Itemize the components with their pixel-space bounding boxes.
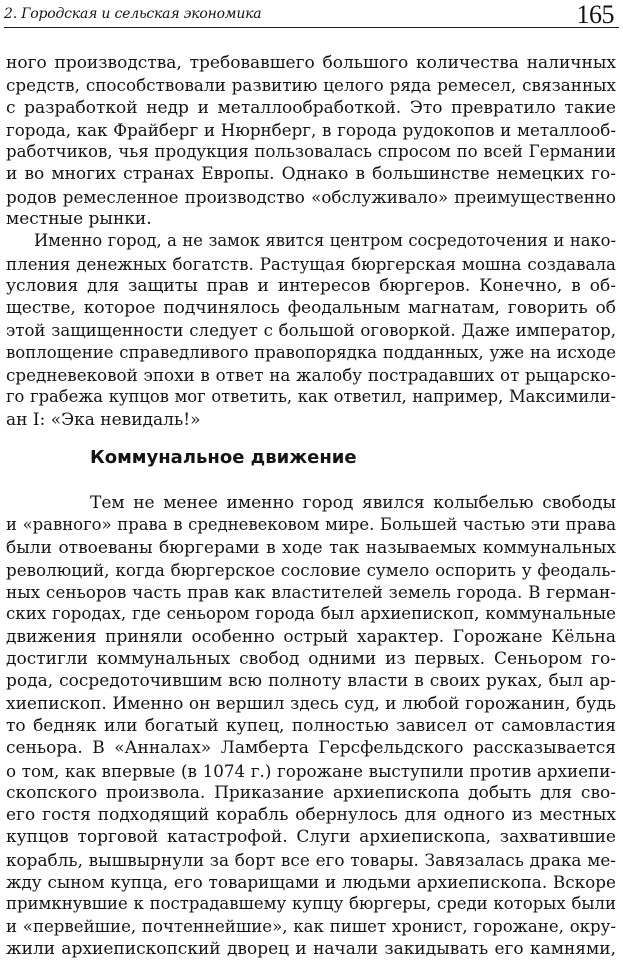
text-line: работчиков, чья продукция пользовалась спросом по всей Германии	[6, 142, 616, 162]
text-line: примкнувшие к пострадавшему купцу бюргеры, среди которых были	[6, 894, 616, 914]
text-line: условия для защиты прав и интересов бюргеров. Конечно, в об-	[6, 275, 616, 296]
text-line: о том, как впервые (в 1074 г.) горожане выступили против архиепи-	[6, 760, 616, 781]
text-line: революций, когда бюргерское сословие сумело оспорить у феодаль-	[6, 559, 616, 580]
text-line: с разработкой недр и металлообработкой. Это превратило такие	[6, 97, 616, 118]
text-line: его гостя подходящий корабль обернулось для одного из местных	[6, 805, 616, 826]
text-line: то бедняк или богатый купец, полностью зависел от самовластия	[6, 715, 616, 736]
text-line: ных сеньоров часть прав как властителей земель города. В герман-	[6, 582, 616, 603]
text-line: сеньора. В «Анналах» Ламберта Герсфельдского рассказывается	[6, 738, 616, 759]
text-line: местные рынки.	[6, 209, 152, 230]
paragraph	[6, 492, 616, 960]
text-line: движения приняли особенно острый характер. Горожане Кёльна	[6, 626, 616, 647]
text-line: средств, способствовали развитию целого ряда ремесел, связанных	[6, 75, 616, 96]
text-line: и во многих странах Европы. Однако в большинстве немецких го-	[6, 164, 616, 185]
text-line: хиепископ. Именно он вершил здесь суд, и любой горожанин, будь	[6, 693, 616, 714]
text-line: пления денежных богатств. Растущая бюргерская мошна создавала	[6, 253, 616, 274]
text-line: средневековой эпохи в ответ на жалобу пострадавших от рыцарско-	[6, 365, 616, 386]
text-line: ан I: «Эка невидаль!»	[6, 409, 201, 430]
text-line: этой защищенности следует с большой оговоркой. Даже император,	[6, 320, 616, 340]
page-number: 165	[576, 0, 614, 29]
text-line: и «равного» права в средневековом мире. Большей частью эти права	[6, 515, 616, 535]
text-line: воплощение справедливого правопорядка подданных, уже на исходе	[6, 342, 616, 362]
text-line: ских городах, где сеньором города был архиепископ, коммунальные	[6, 604, 616, 624]
paragraph	[6, 52, 616, 230]
text-line: Именно город, а не замок явится центром сосредоточения и нако-	[34, 231, 616, 251]
text-line: корабль, вышвырнули за борт все его товары. Завязалась драка ме-	[6, 849, 616, 870]
text-line: Тем не менее именно город явился колыбелью свободы	[90, 492, 616, 513]
text-line: достигли коммунальных свобод одними из первых. Сеньором го-	[6, 649, 616, 670]
text-line: ществе, которое подчинялось феодальным магнатам, говорить об	[6, 298, 616, 319]
text-line: жду сыном купца, его товарищами и людьми архиепископа. Вскоре	[6, 872, 616, 893]
text-line: рода, сосредоточившим всю полноту власти в своих руках, был ар-	[6, 671, 616, 692]
running-header	[4, 0, 619, 28]
chapter-title: 2. Городская и сельская экономика	[4, 6, 262, 22]
text-line: были отвоеваны бюргерами в ходе так называемых коммунальных	[6, 537, 616, 558]
text-line: и «первейшие, почтеннейшие», как пишет хронист, горожане, окру-	[6, 916, 616, 936]
text-line: го грабежа купцов мог ответить, как ответил, например, Максимили-	[6, 387, 616, 407]
section-heading: Коммунальное движение	[90, 447, 357, 469]
text-line: родов ремесленное производство «обслуживало» преимущественно	[6, 186, 616, 207]
paragraph	[6, 230, 616, 431]
text-line: скопского произвола. Приказание архиепископа добыть для сво-	[6, 782, 616, 803]
text-line: ного производства, требовавшего большого количества наличных	[6, 53, 616, 73]
text-line: жили архиепископский дворец и начали закидывать его камнями,	[6, 938, 616, 959]
text-line: купцов торговой катастрофой. Слуги архиепископа, захватившие	[6, 827, 616, 848]
body-text	[6, 52, 616, 960]
text-line: города, как Фрайберг и Нюрнберг, в города рудокопов и металлооб-	[6, 119, 616, 140]
